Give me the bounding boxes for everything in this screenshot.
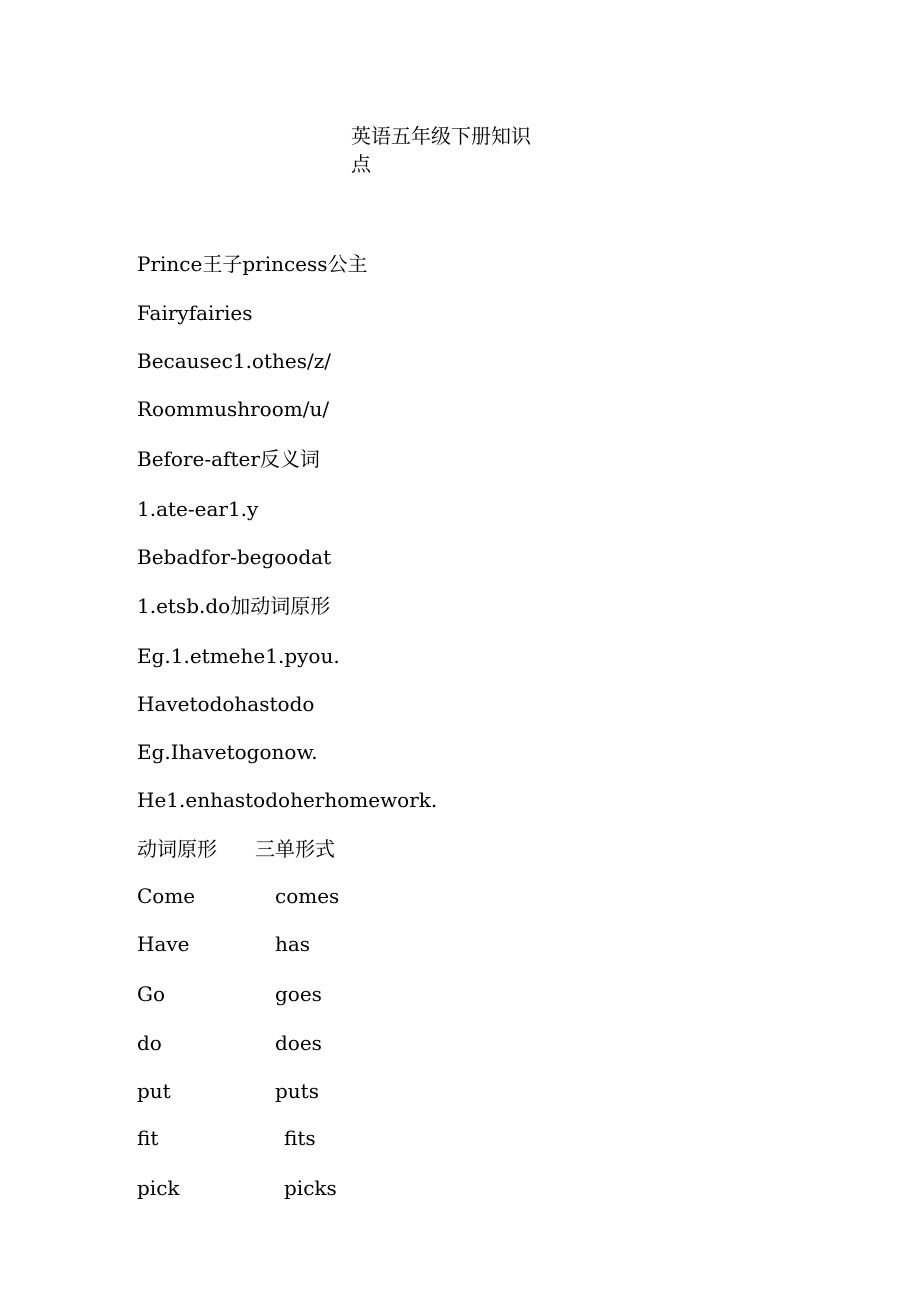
verb-base: put [137,1079,171,1103]
text-line: He1.enhastodoherhomework. [137,788,438,812]
verb-base: Go [137,982,166,1006]
verb-third-person: puts [275,1079,319,1103]
verb-third-person: fits [284,1126,316,1150]
verb-third-person: does [275,1031,322,1055]
table-row [137,931,311,957]
table-row [137,1030,322,1056]
text-line: Eg.Ihavetogonow. [137,740,318,764]
table-row [137,1125,316,1151]
page-title [351,122,551,178]
text-line: Roommushroom/u/ [137,397,330,421]
text-line: 1.etsb.do加动词原形 [137,594,331,618]
verb-third-person: goes [275,982,322,1006]
table-row [137,1175,337,1201]
verb-base: fit [137,1126,159,1150]
text-line: Prince王子princess公主 [137,252,368,276]
header-base-form: 动词原形 [137,837,217,861]
text-line: Havetodohastodo [137,692,315,716]
verb-base: Have [137,932,190,956]
table-header [137,836,335,862]
verb-third-person: picks [284,1176,337,1200]
title-line-2: 点 [351,152,371,176]
table-row [137,883,340,909]
table-row [137,981,322,1007]
text-line: Bebadfor-begoodat [137,545,332,569]
title-line-1: 英语五年级下册知识 [351,124,531,148]
text-line: Eg.1.etmehe1.pyou. [137,644,340,668]
verb-base: Come [137,884,196,908]
verb-base: pick [137,1176,180,1200]
table-row [137,1078,319,1104]
text-line: Fairyfairies [137,301,253,325]
header-third-person-form: 三单形式 [255,837,335,861]
text-line: Becausec1.othes/z/ [137,349,331,373]
verb-base: do [137,1031,162,1055]
text-line: 1.ate-ear1.y [137,497,259,521]
verb-third-person: has [275,932,311,956]
verb-third-person: comes [275,884,340,908]
text-line: Before-after反义词 [137,447,320,471]
